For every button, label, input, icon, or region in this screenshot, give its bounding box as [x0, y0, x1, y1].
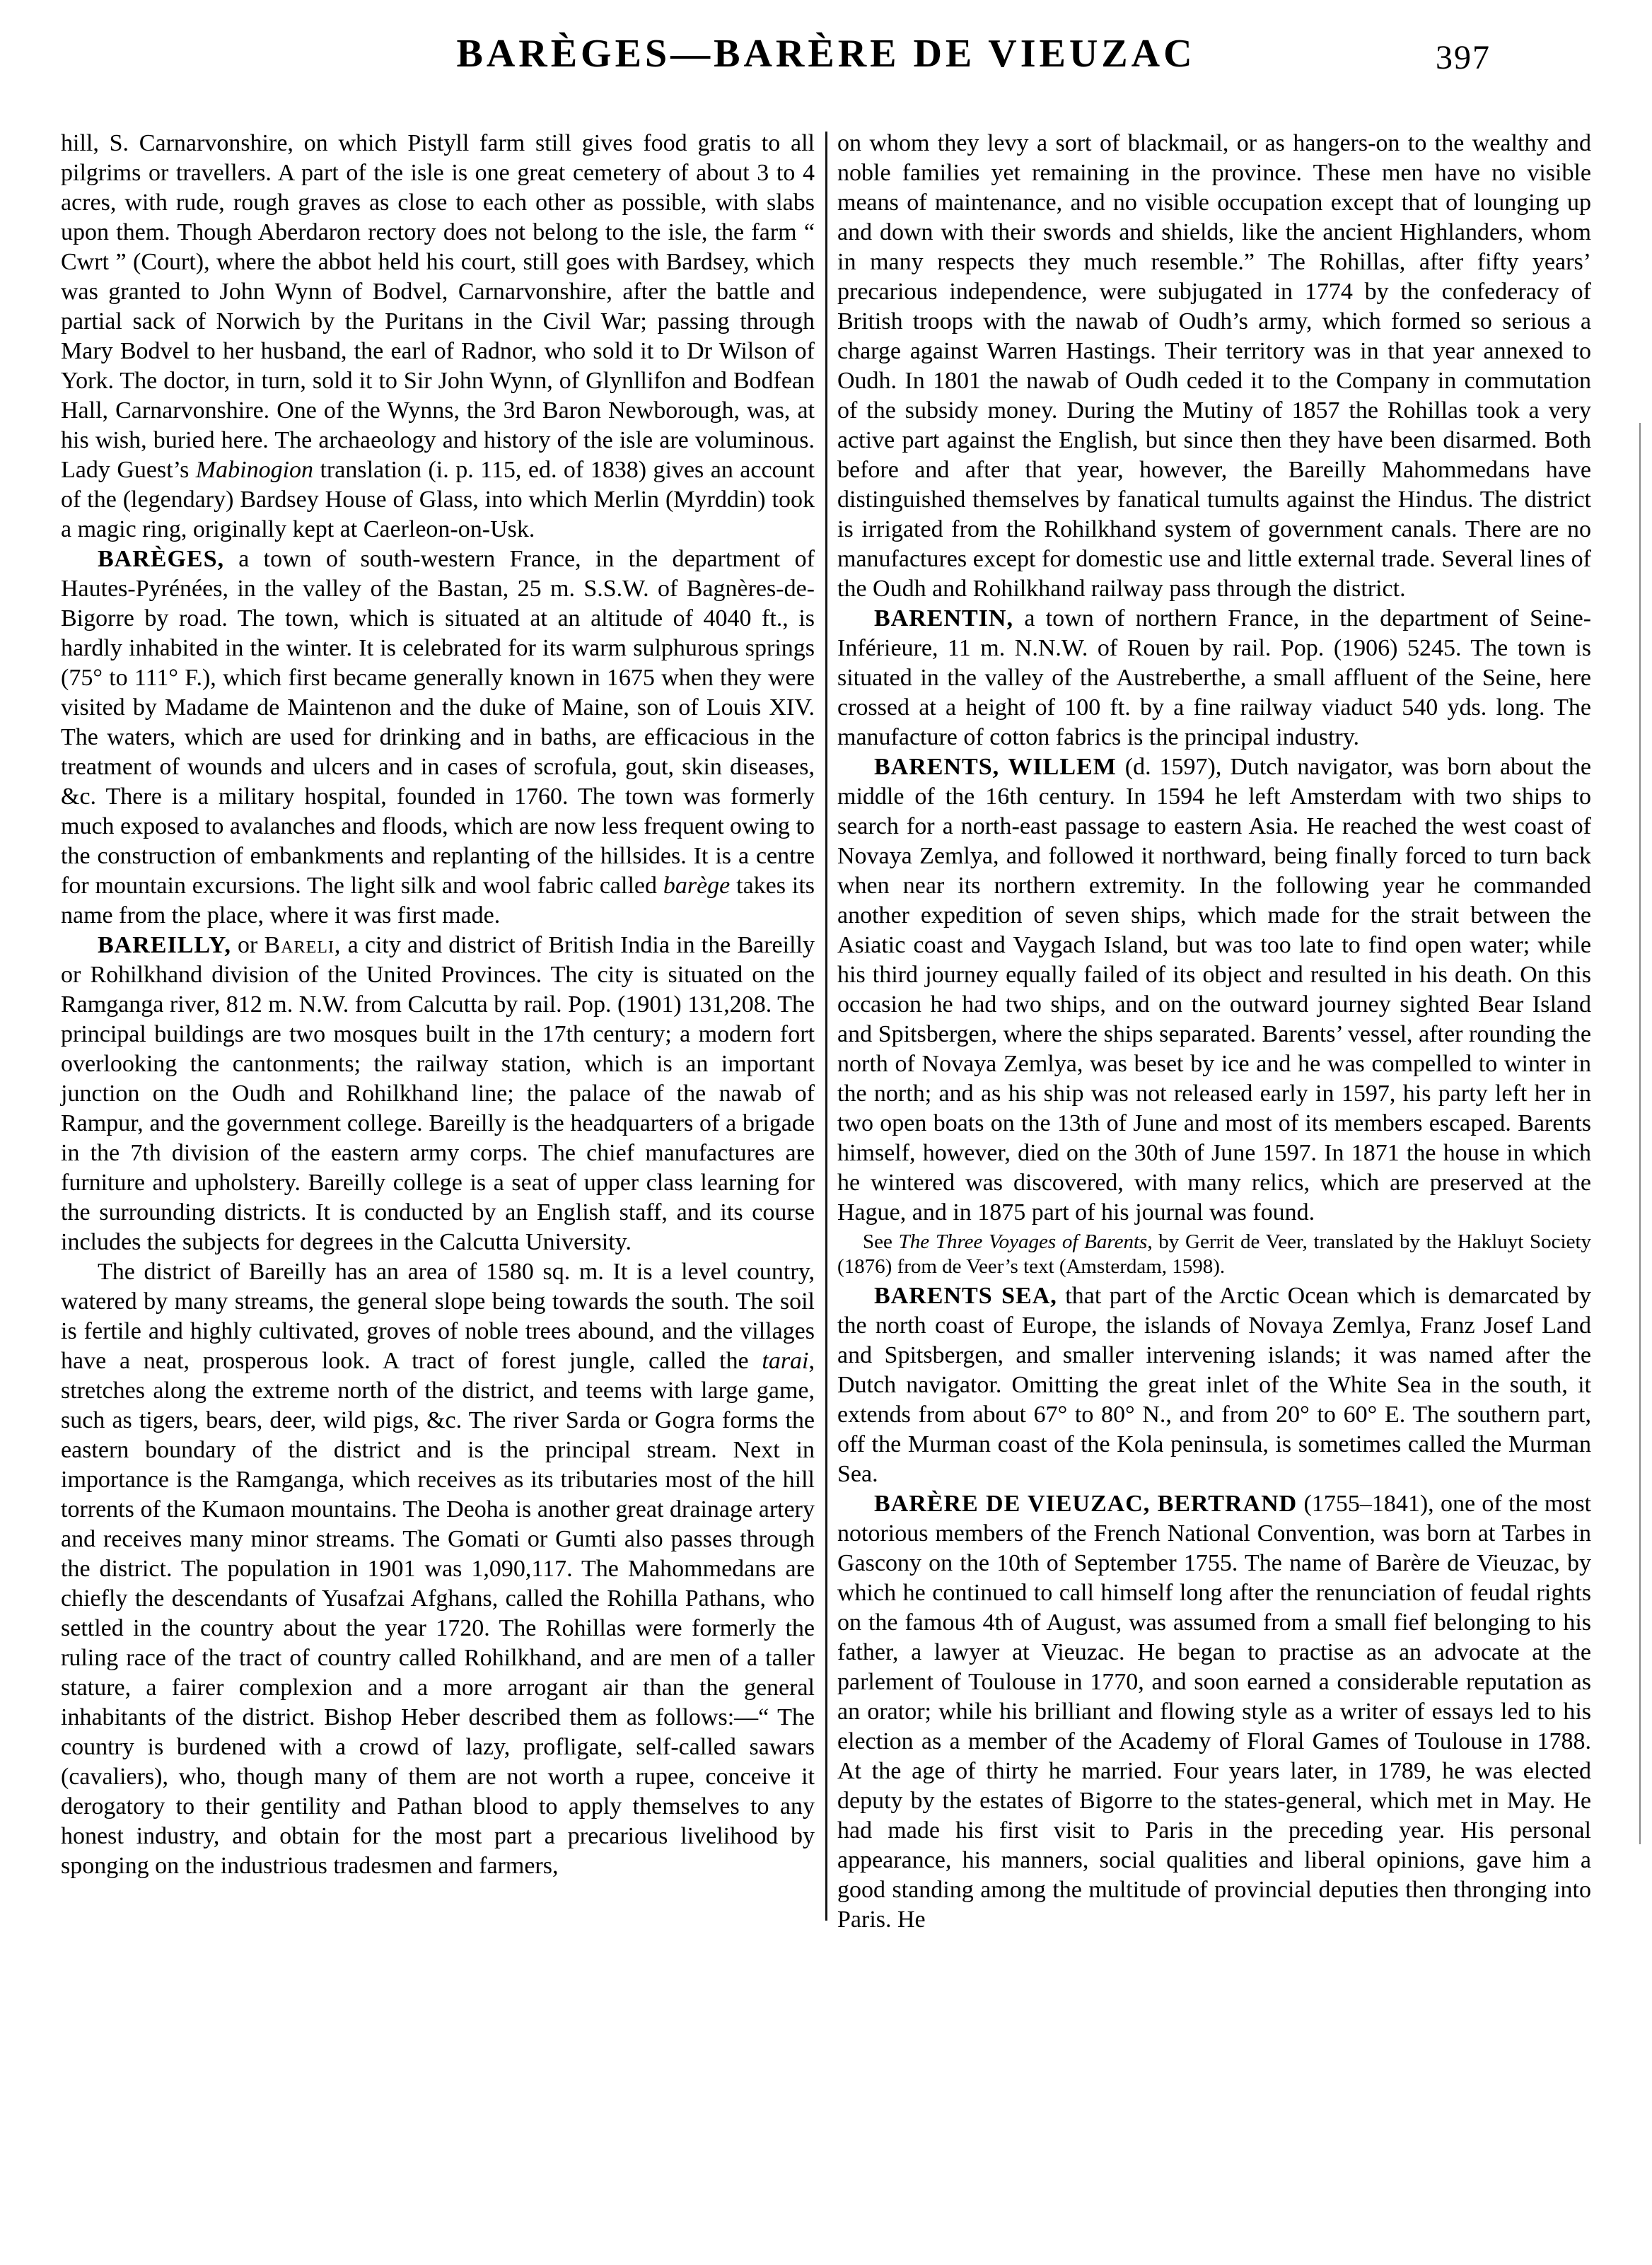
paragraph: [61, 1257, 815, 1881]
paragraph: [61, 545, 815, 931]
left-column: [61, 129, 815, 1935]
two-column-text-block: [61, 129, 1591, 1935]
paragraph: [837, 752, 1591, 1228]
entry-headword: BARENTS SEA,: [874, 1283, 1057, 1309]
paragraph: [61, 931, 815, 1257]
text-segment: a city and district of British India in the Bareilly or Rohilkhand division of the United Provinces. The city is situated on the Ramganga river, 812 m. N.W. from Calcutta by rail. Pop. (1901) 131,208. The principal buildings are two mosques built in the 17th century; a modern fort overlooking the cantonments; the railway station, which is an important junction on the Oudh and Rohilkhand line; the palace of the nawab of Rampur, and the government college. Bareilly is the headquarters of a brigade in the 7th division of the eastern army corps. The chief manufactures are furniture and upholstery. Bareilly college is a seat of upper class learning for the surrounding districts. It is conducted by an English staff, and its course includes the subjects for degrees in the Calcutta University.: [61, 932, 815, 1255]
entry-headword: BAREILLY,: [98, 932, 231, 958]
entry-headword: BARÈGES,: [98, 546, 224, 572]
text-segment: (d. 1597), Dutch navigator, was born about the middle of the 16th century. In 1594 he left Amsterdam with two ships to search for a north-east passage to eastern Asia. He reached the west coast of Novaya Zemlya, and followed it northward, being finally forced to turn back when near its northern extremity. In the following year he commanded another expedition of seven ships, which made for the strait between the Asiatic coast and Vaygach Island, but was too late to find open water; while his third journey equally failed of its object and resulted in his death. On this occasion he had two ships, and on the outward journey sighted Bear Island and Spitsbergen, where the ships separated. Barents’ vessel, after rounding the north of Novaya Zemlya, was beset by ice and he was compelled to winter in the north; and as his ship was not released early in 1597, his party left her in two open boats on the 13th of June and most of its members escaped. Barents himself, however, died on the 30th of June 1597. In 1871 the house in which he wintered was discovered, with many relics, which are preserved at the Hague, and in 1875 part of his journal was found.: [837, 754, 1591, 1225]
text-segment: See: [863, 1230, 899, 1253]
paragraph: [837, 1489, 1591, 1935]
paragraph: [837, 1281, 1591, 1489]
text-segment: translation (i. p. 115, ed. of 1838) gives an account of the (legendary) Bardsey House of Glass, into which Merlin (Myrddin) took a magic ring, originally kept at Caerleon-on-Usk.: [61, 457, 815, 542]
paragraph: [61, 129, 815, 545]
scan-edge-artifact: [1639, 423, 1641, 1844]
paragraph: [837, 604, 1591, 752]
page-header: [61, 25, 1591, 110]
text-segment: on whom they levy a sort of blackmail, or as hangers-on to the wealthy and noble families yet remaining in the province. These men have no visible means of maintenance, and no visible occupation except that of lounging up and down with their swords and shields, like the ancient Highlanders, whom in many respects they much resemble.” The Rohillas, after fifty years’ precarious independence, were subjugated in 1774 by the confederacy of British troops with the nawab of Oudh’s army, which formed so serious a charge against Warren Hastings. Their territory was in that year annexed to Oudh. In 1801 the nawab of Oudh ceded it to the Company in commutation of the subsidy money. During the Mutiny of 1857 the Rohillas took a very active part against the English, but since then they have been disarmed. Both before and after that year, however, the Bareilly Mahommedans have distinguished themselves by fanatical tumults against the Hindus. The district is irrigated from the Rohilkhand system of government canals. There are no manufactures except for domestic use and little external trade. Several lines of the Oudh and Rohilkhand railway pass through the district.: [837, 130, 1591, 602]
text-segment: or: [231, 932, 264, 958]
text-segment: barège: [663, 873, 731, 899]
text-segment: hill, S. Carnarvonshire, on which Pistyll farm still gives food gratis to all pilgrims or travellers. A part of the isle is one great cemetery of about 3 to 4 acres, with rude, rough graves as close to each other as possible, with slabs upon them. Though Aberdaron rectory does not belong to the isle, the farm “ Cwrt ” (Court), where the abbot held his court, still goes with Bardsey, which was granted to John Wynn of Bodvel, Carnarvonshire, after the battle and partial sack of Norwich by the Puritans in the Civil War; passing through Mary Bodvel to her husband, the earl of Radnor, who sold it to Dr Wilson of York. The doctor, in turn, sold it to Sir John Wynn, of Glynllifon and Bodfean Hall, Carnarvonshire. One of the Wynns, the 3rd Baron Newborough, was, at his wish, buried here. The archaeology and history of the isle are voluminous. Lady Guest’s: [61, 130, 815, 483]
page-number: 397: [1436, 39, 1491, 76]
text-segment: The Three Voyages of Barents: [898, 1230, 1148, 1253]
paragraph: [837, 129, 1591, 604]
paragraph: [837, 1230, 1591, 1279]
text-segment: (1755–1841), one of the most notorious members of the French National Convention, was born at Tarbes in Gascony on the 10th of September 1755. The name of Barère de Vieuzac, by which he continued to call himself long after the renunciation of feudal rights on the famous 4th of August, was assumed from a small fief belonging to his father, a lawyer at Vieuzac. He began to practise as an advocate at the parlement of Toulouse in 1770, and soon earned a considerable reputation as an orator; while his brilliant and flowing style as a writer of essays led to his election as a member of the Academy of Floral Games of Toulouse in 1788. At the age of thirty he married. Four years later, in 1789, he was elected deputy by the estates of Bigorre to the states-general, which met in May. He had made his first visit to Paris in the preceding year. His personal appearance, his manners, social qualities and liberal opinions, gave him a good standing among the multitude of provincial deputies then thronging into Paris. He: [837, 1491, 1591, 1933]
text-segment: , stretches along the extreme north of the district, and teems with large game, such as tigers, bears, deer, wild pigs, &c. The river Sarda or Gogra forms the eastern boundary of the district and is the principal stream. Next in importance is the Ramganga, which receives as its tributaries most of the hill torrents of the Kumaon mountains. The Deoha is another great drainage artery and receives many minor streams. The Gomati or Gumti also passes through the district. The population in 1901 was 1,090,117. The Mahommedans are chiefly the descendants of Yusafzai Afghans, called the Rohilla Pathans, who settled in the country about the year 1720. The Rohillas were formerly the ruling race of the tract of country called Rohilkhand, and are men of a taller stature, a fairer complexion and a more arrogant air than the general inhabitants of the district. Bishop Heber described them as follows:—“ The country is burdened with a crowd of lazy, profligate, self-called sawars (cavaliers), who, though many of them are not worth a rupee, conceive it derogatory to their gentility and Pathan blood to apply themselves to any honest industry, and obtain for the most part a precarious livelihood by sponging on the industrious tradesmen and farmers,: [61, 1348, 815, 1879]
text-segment: takes its name from the place, where it was first made.: [61, 873, 815, 928]
text-segment: Bareli,: [264, 932, 342, 958]
text-segment: a town of northern France, in the department of Seine-Inférieure, 11 m. N.N.W. of Rouen by rail. Pop. (1906) 5245. The town is situated in the valley of the Austreberthe, a small affluent of the Seine, here crossed at a height of 100 ft. by a fine railway viaduct 540 yds. long. The manufacture of cotton fabrics is the principal industry.: [837, 605, 1591, 750]
text-segment: tarai: [762, 1348, 809, 1374]
text-segment: that part of the Arctic Ocean which is demarcated by the north coast of Europe, the islands of Novaya Zemlya, Franz Josef Land and Spitsbergen, and smaller intervening islands; it was named after the Dutch navigator. Omitting the great inlet of the White Sea in the south, it extends from about 67° to 80° N., and from 20° to 60° E. The southern part, off the Murman coast of the Kola peninsula, is sometimes called the Murman Sea.: [837, 1283, 1591, 1487]
column-divider-rule: [825, 132, 827, 1921]
entry-headword: BARÈRE DE VIEUZAC, BERTRAND: [874, 1491, 1298, 1517]
right-column: [837, 129, 1591, 1935]
text-segment: The district of Bareilly has an area of 1580 sq. m. It is a level country, watered by many streams, the general slope being towards the south. The soil is fertile and highly cultivated, groves of noble trees abound, and the villages have a neat, prosperous look. A tract of forest jungle, called the: [61, 1259, 815, 1374]
entry-headword: BARENTS, WILLEM: [874, 754, 1117, 780]
text-segment: Mabinogion: [195, 457, 314, 483]
text-segment: a town of south-western France, in the department of Hautes-Pyrénées, in the valley of the Bastan, 25 m. S.S.W. of Bagnères-de-Bigorre by road. The town, which is situated at an altitude of 4040 ft., is hardly inhabited in the winter. It is celebrated for its warm sulphurous springs (75° to 111° F.), which first became generally known in 1675 when they were visited by Madame de Maintenon and the duke of Maine, son of Louis XIV. The waters, which are used for drinking and in baths, are efficacious in the treatment of wounds and ulcers and in cases of scrofula, gout, skin diseases, &c. There is a military hospital, founded in 1760. The town was formerly much exposed to avalanches and floods, which are now less frequent owing to the construction of embankments and replanting of the hillsides. It is a centre for mountain excursions. The light silk and wool fabric called: [61, 546, 815, 899]
entry-headword: BARENTIN,: [874, 605, 1013, 631]
page-title: BARÈGES—BARÈRE DE VIEUZAC: [456, 32, 1196, 76]
text-segment: , by Gerrit de Veer, translated by the Hakluyt Society (1876) from de Veer’s text (Amsterdam, 1598).: [837, 1230, 1591, 1278]
